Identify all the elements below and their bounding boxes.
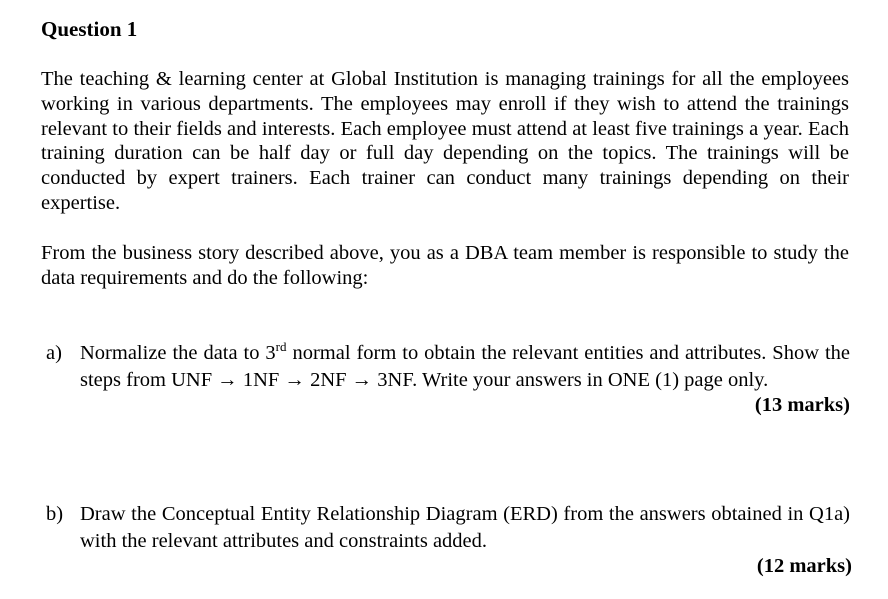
part-a-superscript: rd: [275, 339, 287, 355]
part-a-marks: (13 marks): [754, 394, 850, 416]
part-a-text-start: Normalize the data to 3: [80, 342, 276, 364]
part-a-text-end: normal form to obtain the relevant entities and attributes. Show the steps from UNF → 1NF → 2NF → 3NF. Write your answers in ONE (1) page only.: [80, 342, 850, 391]
question-title: Question 1: [41, 17, 138, 41]
part-b-marks: (12 marks): [756, 555, 852, 577]
part-b-text: Draw the Conceptual Entity Relationship Diagram (ERD) from the answers obtained in Q1a) with the relevant attributes and constraints added.: [80, 503, 850, 552]
part-a-marker: a): [46, 342, 62, 364]
part-a-text: [80, 340, 850, 394]
instruction-paragraph: From the business story described above, you as a DBA team member is responsible to study the data requirements and do the following:: [41, 242, 849, 289]
part-b: [46, 501, 850, 555]
part-a: [46, 340, 850, 394]
part-b-marker: b): [46, 503, 64, 525]
business-story-paragraph: The teaching & learning center at Global Institution is managing trainings for all the employees working in various departments. The employees may enroll if they wish to attend the trainings relevant to their fields and interests. Each employee must attend at least five trainings a year. Each training duration can be half day or full day depending on the topics. The trainings will be conducted by expert trainers. Each trainer can conduct many trainings depending on their expertise.: [41, 68, 849, 214]
